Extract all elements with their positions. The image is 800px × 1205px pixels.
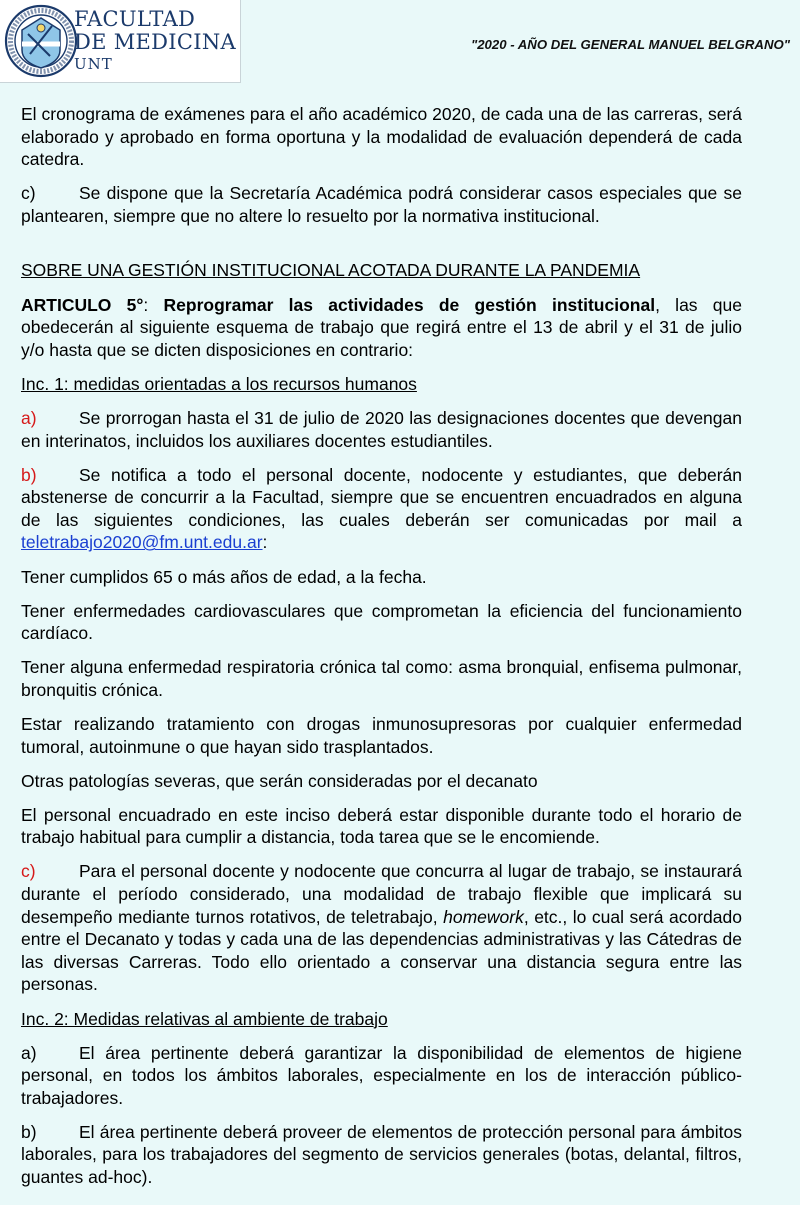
list-marker: b) bbox=[21, 464, 37, 485]
article-bold-text: Reprogramar las actividades de gestión institucional bbox=[163, 294, 656, 315]
article-5 bbox=[21, 294, 742, 362]
item-text-after: , etc., lo cual será acordado entre el Decanato y todas y cada una de las dependencias administrativas y las Cátedras de las diversas Carreras. Todo ello orientado a conservar una distancia segura entre las personas. bbox=[21, 906, 742, 995]
item-text-after: : bbox=[262, 532, 268, 553]
article-text: , las que obedecerán al siguiente esquema de trabajo que regirá entre el 13 de abril y el 31 de julio y/o hasta que se dicten disposiciones en contrario: bbox=[21, 294, 743, 360]
condition-availability: El personal encuadrado en este inciso deberá estar disponible durante todo el horario de trabajo habitual para cumplir a distancia, toda tarea que se le encomiende. bbox=[21, 804, 742, 848]
paragraph-exam-schedule: El cronograma de exámenes para el año académico 2020, de cada una de las carreras, será elaborado y aprobado en forma oportuna y la modalidad de evaluación dependerá de cada catedra. bbox=[21, 104, 742, 170]
condition-other: Otras patologías severas, que serán consideradas por el decanato bbox=[21, 770, 538, 791]
item-text: Para el personal docente y nodocente que concurra al lugar de trabajo, se instaurará durante el período considerado, una modalidad de trabajo flexible que implicará su desempeño mediante turnos rotativos, de teletrabajo, bbox=[21, 861, 742, 927]
article-separator: : bbox=[143, 294, 164, 315]
header-motto: "2020 - AÑO DEL GENERAL MANUEL BELGRANO" bbox=[470, 37, 790, 52]
condition-respiratory: Tener alguna enfermedad respiratoria crónica tal como: asma bronquial, enfisema pulmonar, bronquitis crónica. bbox=[21, 657, 742, 700]
inc1-item-b bbox=[21, 464, 742, 554]
list-marker: a) bbox=[21, 407, 37, 428]
item-text-italic: homework bbox=[443, 906, 524, 927]
list-marker: a) bbox=[21, 1042, 37, 1063]
logo-line-faculty: FACULTAD bbox=[74, 7, 196, 31]
item-text: Se notifica a todo el personal docente, nodocente y estudiantes, que deberán abstenerse de concurrir a la Facultad, siempre que se encuentren encuadrados en alguna de las siguientes condiciones, las cuales deberán ser comunicadas por mail a bbox=[21, 464, 742, 530]
logo-line-medicine: DE MEDICINA bbox=[74, 30, 237, 54]
condition-immunosuppressive: Estar realizando tratamiento con drogas inmunosupresoras por cualquier enfermedad tumoral, autoinmune o que hayan sido trasplantados. bbox=[21, 713, 742, 757]
logo-wordmark bbox=[74, 8, 236, 74]
condition-cardiovascular: Tener enfermedades cardiovasculares que comprometan la eficiencia del funcionamiento cardíaco. bbox=[21, 600, 742, 644]
condition-age: Tener cumplidos 65 o más años de edad, a la fecha. bbox=[21, 566, 427, 587]
document-body bbox=[21, 103, 742, 1200]
list-marker: c) bbox=[21, 183, 36, 204]
item-text: Se prorrogan hasta el 31 de julio de 2020 las designaciones docentes que devengan en interinatos, incluidos los auxiliares docentes estudiantiles. bbox=[21, 407, 742, 451]
inc1-item-c bbox=[21, 860, 742, 996]
inc2-item-b bbox=[21, 1121, 742, 1189]
item-text: El área pertinente deberá proveer de elementos de protección personal para ámbitos laborales, para los trabajadores del segmento de servicios generales (botas, delantal, filtros, guantes ad-hoc). bbox=[21, 1121, 742, 1188]
inc2-title: Inc. 2: Medidas relativas al ambiente de trabajo bbox=[21, 1008, 388, 1029]
paragraph-text: Se dispone que la Secretaría Académica podrá considerar casos especiales que se plantearen, siempre que no altere lo resuelto por la normativa institucional. bbox=[21, 183, 742, 226]
inc1-item-a bbox=[21, 407, 742, 452]
list-marker: c) bbox=[21, 861, 36, 882]
email-link[interactable]: teletrabajo2020@fm.unt.edu.ar bbox=[21, 532, 263, 553]
list-marker: b) bbox=[21, 1121, 37, 1142]
section-title: SOBRE UNA GESTIÓN INSTITUCIONAL ACOTADA DURANTE LA PANDEMIA bbox=[21, 260, 641, 281]
inc1-title: Inc. 1: medidas orientadas a los recursos humanos bbox=[21, 373, 417, 394]
logo-line-unt: UNT bbox=[74, 55, 113, 73]
university-seal-icon bbox=[4, 4, 78, 78]
faculty-logo bbox=[0, 0, 241, 83]
paragraph-special-cases bbox=[21, 182, 742, 227]
item-text: El área pertinente deberá garantizar la disponibilidad de elementos de higiene personal, en todos los ámbitos laborales, especialmente en los de interacción público-trabajadores. bbox=[21, 1042, 742, 1108]
article-label: ARTICULO 5° bbox=[21, 294, 144, 315]
inc2-item-a bbox=[21, 1042, 742, 1110]
